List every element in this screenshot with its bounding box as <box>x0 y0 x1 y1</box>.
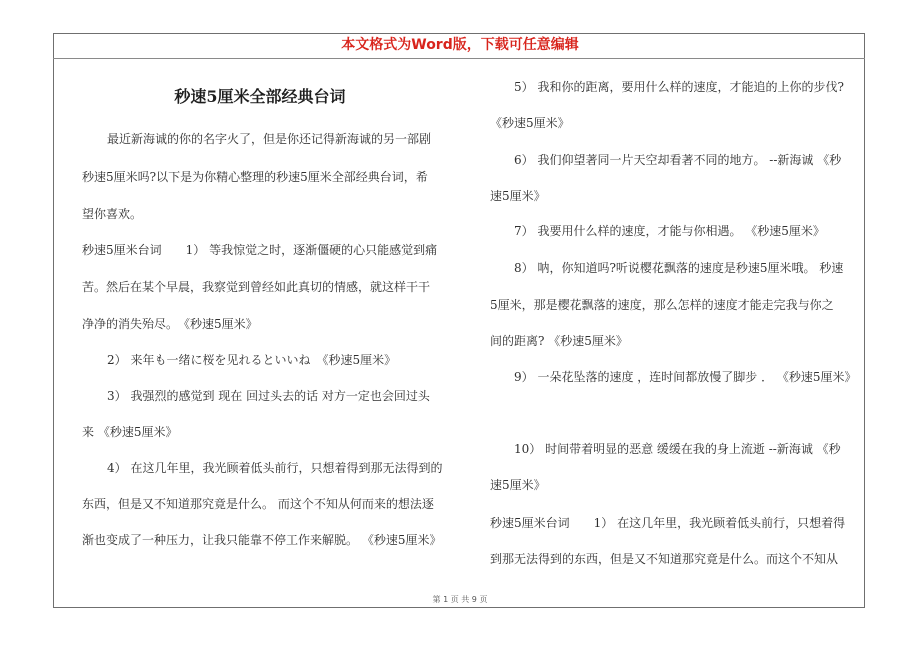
page-number-footer: 第 1 页 共 9 页 <box>432 595 488 604</box>
paragraph-line: 东西，但是又不知道那究竟是什么。 而这个不知从何而来的想法逐 <box>82 497 434 511</box>
paragraph-line: 秒速5厘米台词 1） 等我惊觉之时，逐渐僵硬的心只能感觉到痛 <box>82 243 438 257</box>
paragraph-line: 7） 我要用什么样的速度，才能与你相遇。 《秒速5厘米》 <box>514 224 825 238</box>
paragraph-line: 9） 一朵花坠落的速度 ，连时间都放慢了脚步 ． 《秒速5厘米》 <box>514 370 857 384</box>
paragraph-line: 6） 我们仰望著同一片天空却看著不同的地方。 --新海诚 《秒 <box>514 153 842 167</box>
paragraph-line: 渐也变成了一种压力，让我只能靠不停工作来解脱。 《秒速5厘米》 <box>82 533 442 547</box>
header-rule <box>53 58 865 59</box>
paragraph-line: 10） 时间带着明显的恶意 缓缓在我的身上流逝 --新海诚 《秒 <box>514 442 841 456</box>
word-format-notice: 本文格式为Word版，下载可任意编辑 <box>341 37 579 53</box>
paragraph-line: 净净的消失殆尽。 《秒速5厘米》 <box>82 317 258 331</box>
paragraph-line: 速5厘米》 <box>490 189 546 203</box>
paragraph-line: 苦。然后在某个早晨，我察觉到曾经如此真切的情感，就这样干干 <box>82 280 431 294</box>
paragraph-line: 2） 来年も一绪に桜を见れるといいね 《秒速5厘米》 <box>107 353 397 367</box>
document-title: 秒速5厘米全部经典台词 <box>174 87 346 106</box>
paragraph-line: 《秒速5厘米》 <box>490 116 570 130</box>
paragraph-line: 5） 我和你的距离，要用什么样的速度，才能追的上你的步伐? <box>514 80 844 94</box>
paragraph-line: 4） 在这几年里，我光顾着低头前行，只想着得到那无法得到的 <box>107 461 443 475</box>
paragraph-line: 3） 我强烈的感觉到 现在 回过头去的话 对方一定也会回过头 <box>107 389 430 403</box>
paragraph-line: 最近新海诚的你的名字火了，但是你还记得新海诚的另一部剧 <box>107 132 432 146</box>
paragraph-line: 望你喜欢。 <box>82 207 143 221</box>
paragraph-line: 到那无法得到的东西，但是又不知道那究竟是什么。而这个不知从 <box>490 552 839 566</box>
paragraph-line: 秒速5厘米吗?以下是为你精心整理的秒速5厘米全部经典台词，希 <box>82 170 428 184</box>
paragraph-line: 秒速5厘米台词 1） 在这几年里，我光顾着低头前行，只想着得 <box>490 516 846 530</box>
paragraph-line: 间的距离? 《秒速5厘米》 <box>490 334 628 348</box>
paragraph-line: 来 《秒速5厘米》 <box>82 425 178 439</box>
paragraph-line: 5厘米，那是樱花飘落的速度，那么怎样的速度才能走完我与你之 <box>490 298 834 312</box>
paragraph-line: 速5厘米》 <box>490 478 546 492</box>
paragraph-line: 8） 呐，你知道吗?听说樱花飘落的速度是秒速5厘米哦。 秒速 <box>514 261 844 275</box>
